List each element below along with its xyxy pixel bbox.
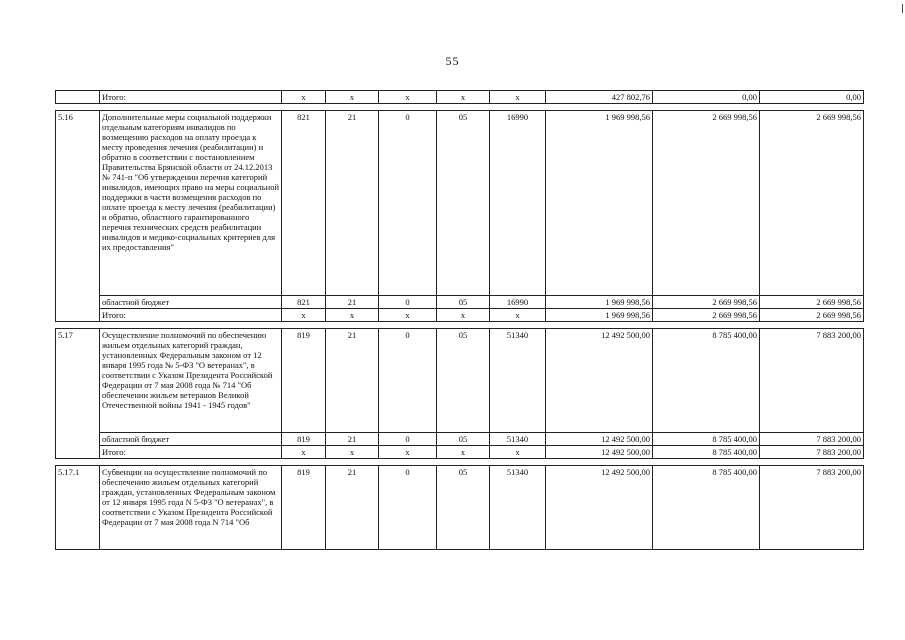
- cell-program-code: 21: [326, 466, 379, 550]
- cell-subprogram-code: 0: [379, 296, 437, 309]
- cell-amount-year2: 8 785 400,00: [653, 446, 760, 459]
- cell-subprogram-code: x: [379, 446, 437, 459]
- cell-subprogram-code: x: [379, 309, 437, 322]
- cell-direction-code: 16990: [490, 296, 546, 309]
- budget-table: [55, 90, 864, 550]
- cell-event-code: 05: [437, 111, 490, 296]
- cell-program-code: x: [326, 91, 379, 104]
- cell-program-code: 21: [326, 296, 379, 309]
- cell-amount-year3: 7 883 200,00: [760, 329, 864, 433]
- cell-amount-year3: 2 669 998,56: [760, 111, 864, 296]
- cell-amount-year3: 7 883 200,00: [760, 446, 864, 459]
- table-row-total: [56, 91, 864, 104]
- cell-amount-year1: 12 492 500,00: [546, 446, 653, 459]
- row-number: 5.17.1: [56, 466, 100, 550]
- cell-admin-code: 819: [282, 466, 326, 550]
- cell-amount-year2: 8 785 400,00: [653, 466, 760, 550]
- row-name: Осуществление полномочий по обеспечению жильем отдельных категорий граждан, установленных Федеральным законом от 12 января 1995 года № 5-ФЗ "О ветеранах", в соответствии с Указом Президента Российской Федерации от 7 мая 2008 года № 714 "Об обеспечении жильем ветеранов Великой Отечественной войны 1941 - 1945 годов": [100, 329, 282, 433]
- cell-program-code: x: [326, 309, 379, 322]
- cell-direction-code: x: [490, 309, 546, 322]
- table-spacer: [56, 104, 864, 111]
- cell-event-code: 05: [437, 466, 490, 550]
- cell-amount-year1: 12 492 500,00: [546, 329, 653, 433]
- cell-event-code: x: [437, 309, 490, 322]
- cell-amount-year2: 8 785 400,00: [653, 433, 760, 446]
- cell-subprogram-code: 0: [379, 111, 437, 296]
- table-row-total: [56, 446, 864, 459]
- cell-subprogram-code: 0: [379, 466, 437, 550]
- cell-subprogram-code: x: [379, 91, 437, 104]
- cell-amount-year3: 7 883 200,00: [760, 433, 864, 446]
- cell-amount-year3: 7 883 200,00: [760, 466, 864, 550]
- cell-program-code: 21: [326, 433, 379, 446]
- cell-program-code: 21: [326, 111, 379, 296]
- scan-mark: [902, 4, 903, 13]
- table-row-item: [56, 329, 864, 433]
- cell-admin-code: 819: [282, 329, 326, 433]
- table-row-item: [56, 111, 864, 296]
- row-number: [56, 91, 100, 104]
- cell-direction-code: 51340: [490, 329, 546, 433]
- cell-event-code: 05: [437, 329, 490, 433]
- row-number: 5.16: [56, 111, 100, 322]
- cell-subprogram-code: 0: [379, 329, 437, 433]
- cell-admin-code: 819: [282, 433, 326, 446]
- cell-direction-code: 51340: [490, 466, 546, 550]
- row-name: Субвенции на осуществление полномочий по обеспечению жильем отдельных категорий граждан, установленных Федеральным законом от 12 января 1995 года N 5-ФЗ "О ветеранах", в соответствии с Указом Президента Российской Федерации от 7 мая 2008 года N 714 "Об: [100, 466, 282, 550]
- cell-direction-code: 51340: [490, 433, 546, 446]
- cell-program-code: 21: [326, 329, 379, 433]
- cell-amount-year2: 8 785 400,00: [653, 329, 760, 433]
- row-name: Итого:: [100, 309, 282, 322]
- cell-direction-code: 16990: [490, 111, 546, 296]
- cell-amount-year1: 1 969 998,56: [546, 309, 653, 322]
- row-name: областной бюджет: [100, 296, 282, 309]
- cell-event-code: 05: [437, 296, 490, 309]
- cell-amount-year2: 2 669 998,56: [653, 296, 760, 309]
- row-number: 5.17: [56, 329, 100, 459]
- table-spacer: [56, 322, 864, 329]
- cell-event-code: 05: [437, 433, 490, 446]
- cell-amount-year2: 2 669 998,56: [653, 111, 760, 296]
- cell-amount-year1: 1 969 998,56: [546, 296, 653, 309]
- table-spacer: [56, 459, 864, 466]
- cell-amount-year3: 0,00: [760, 91, 864, 104]
- cell-admin-code: x: [282, 91, 326, 104]
- cell-event-code: x: [437, 91, 490, 104]
- cell-subprogram-code: 0: [379, 433, 437, 446]
- cell-amount-year3: 2 669 998,56: [760, 309, 864, 322]
- cell-program-code: x: [326, 446, 379, 459]
- cell-admin-code: 821: [282, 296, 326, 309]
- cell-amount-year2: 0,00: [653, 91, 760, 104]
- cell-admin-code: x: [282, 309, 326, 322]
- cell-admin-code: 821: [282, 111, 326, 296]
- row-name: областной бюджет: [100, 433, 282, 446]
- cell-direction-code: x: [490, 446, 546, 459]
- cell-admin-code: x: [282, 446, 326, 459]
- table-row-item: [56, 466, 864, 550]
- row-name: Дополнительные меры социальной поддержки отдельным категориям инвалидов по возмещению расходов на оплату проезда к месту проведения лечения (реабилитации) и обратно в соответствии с постановлением Правительства Брянской области от 24.12.2013 № 741-п "Об утверждении перечня категорий инвалидов, имеющих право на меры социальной поддержки в части возмещения расходов по оплате проезда к месту лечения (реабилитации) и обратно, областного гарантированного перечня технических средств реабилитации инвалидов и медико-социальных критериев для их предоставления": [100, 111, 282, 296]
- table-row-budget: [56, 296, 864, 309]
- row-name: Итого:: [100, 91, 282, 104]
- table-row-total: [56, 309, 864, 322]
- cell-amount-year1: 1 969 998,56: [546, 111, 653, 296]
- row-name: Итого:: [100, 446, 282, 459]
- cell-direction-code: x: [490, 91, 546, 104]
- cell-amount-year1: 12 492 500,00: [546, 466, 653, 550]
- cell-event-code: x: [437, 446, 490, 459]
- cell-amount-year1: 12 492 500,00: [546, 433, 653, 446]
- cell-amount-year3: 2 669 998,56: [760, 296, 864, 309]
- page-number: 55: [445, 54, 460, 68]
- cell-amount-year1: 427 802,76: [546, 91, 653, 104]
- table-row-budget: [56, 433, 864, 446]
- cell-amount-year2: 2 669 998,56: [653, 309, 760, 322]
